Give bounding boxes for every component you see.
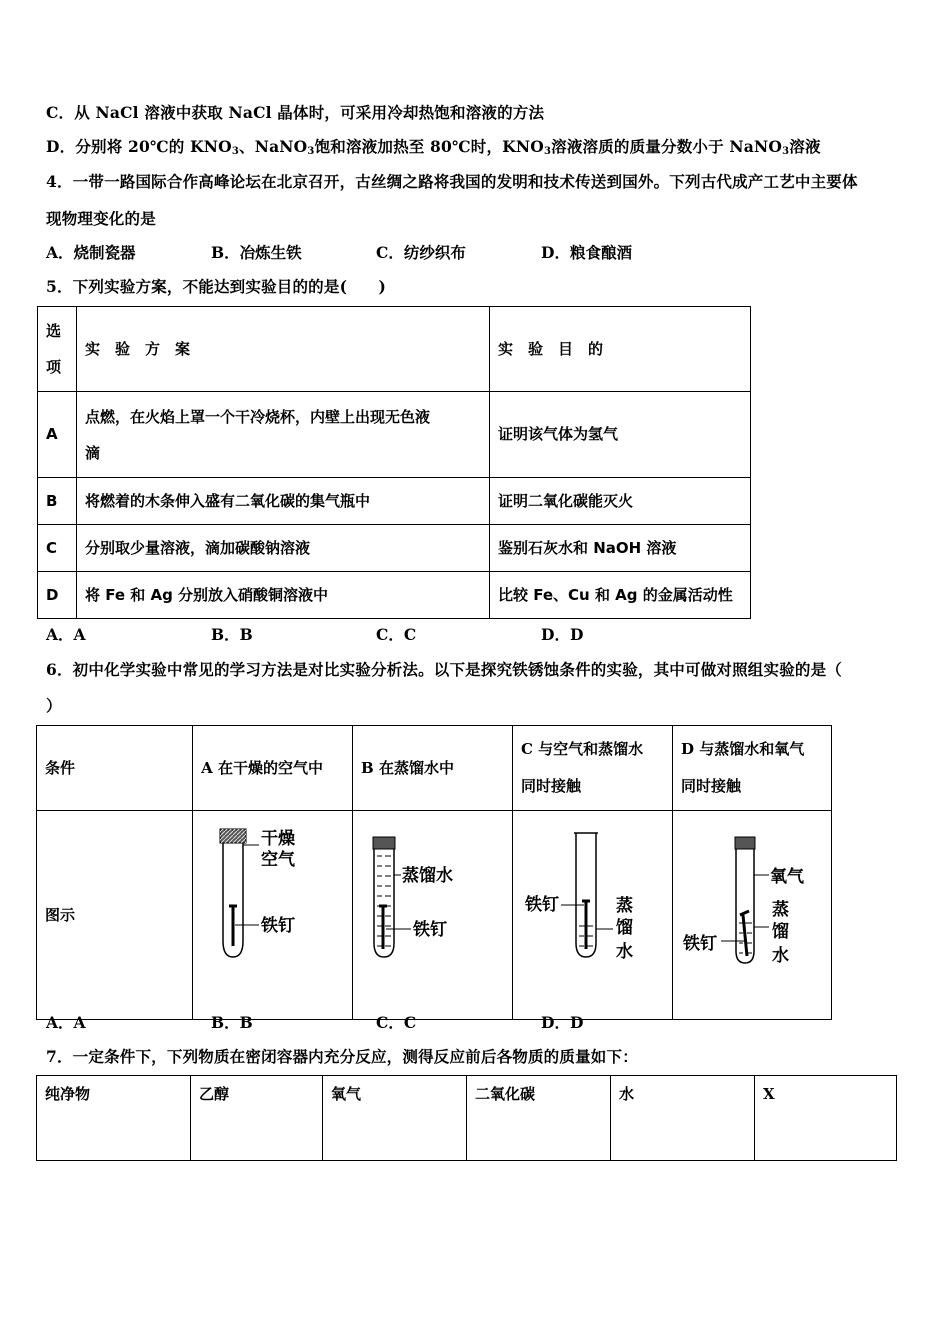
header-x: X xyxy=(755,1076,897,1161)
header-ethanol: 乙醇 xyxy=(191,1076,323,1161)
row-plan: 分别取少量溶液，滴加碳酸钠溶液 xyxy=(77,525,490,572)
fig-d-label-5: 铁钉 xyxy=(683,934,717,954)
q6-option-a[interactable]: A．A xyxy=(46,1013,86,1032)
test-tube-a-figure xyxy=(193,811,351,1005)
table-row xyxy=(38,572,751,619)
row-purpose: 证明二氧化碳能灭火 xyxy=(490,478,751,525)
table-row xyxy=(38,478,751,525)
q4-option-c[interactable]: C．纺纱织布 xyxy=(376,243,466,262)
fig-d-label-3: 馏 xyxy=(772,922,789,942)
header-purpose: 实 验 目 的 xyxy=(490,307,751,392)
header-oxygen: 氧气 xyxy=(323,1076,467,1161)
fig-c-label-4: 水 xyxy=(616,942,634,962)
header-condition: 条件 xyxy=(37,726,193,811)
q6-stem-line2: ） xyxy=(46,696,62,715)
prev-option-c: C．从 NaCl 溶液中获取 NaCl 晶体时，可采用冷却热饱和溶液的方法 xyxy=(46,103,545,122)
q6-option-b[interactable]: B．B xyxy=(211,1013,253,1032)
figure-b-cell xyxy=(353,811,513,1020)
q4-stem-line2: 现物理变化的是 xyxy=(46,209,156,228)
table-header-row xyxy=(37,1076,897,1161)
figure-a-cell xyxy=(193,811,353,1020)
figure-c-cell xyxy=(513,811,673,1020)
fig-a-label-2: 空气 xyxy=(261,850,296,870)
header-a: A 在干燥的空气中 xyxy=(193,726,353,811)
row-plan: 将燃着的木条伸入盛有二氧化碳的集气瓶中 xyxy=(77,478,490,525)
q7-table xyxy=(36,1075,897,1161)
row-option: B xyxy=(38,478,77,525)
table-header-row xyxy=(38,307,751,392)
q5-table xyxy=(37,306,751,619)
fig-b-label-2: 铁钉 xyxy=(413,920,448,940)
fig-b-label-1: 蒸馏水 xyxy=(402,866,454,886)
q6-stem-line1: 6．初中化学实验中常见的学习方法是对比实验分析法。以下是探究铁锈蚀条件的实验，其中可做对照组实验的是（ xyxy=(46,660,842,679)
row-option: A xyxy=(38,392,77,478)
q5-option-a[interactable]: A．A xyxy=(46,625,86,644)
header-co2: 二氧化碳 xyxy=(467,1076,611,1161)
row-purpose: 比较 Fe、Cu 和 Ag 的金属活动性 xyxy=(490,572,751,619)
q7-stem: 7．一定条件下，下列物质在密闭容器内充分反应，测得反应前后各物质的质量如下： xyxy=(46,1047,638,1066)
test-tube-d-figure xyxy=(673,811,831,1005)
fig-c-label-3: 馏 xyxy=(616,918,634,938)
figure-d-cell xyxy=(673,811,832,1020)
fig-c-label-1: 铁钉 xyxy=(525,895,560,915)
header-water: 水 xyxy=(611,1076,755,1161)
fig-d-label-2: 蒸 xyxy=(772,900,789,920)
row-plan: 点燃，在火焰上罩一个干冷烧杯，内壁上出现无色液 滴 xyxy=(77,392,490,478)
table-row xyxy=(38,392,751,478)
fig-d-label-4: 水 xyxy=(772,946,789,966)
q6-option-d[interactable]: D．D xyxy=(541,1013,584,1032)
row-option: D xyxy=(38,572,77,619)
q5-option-b[interactable]: B．B xyxy=(211,625,253,644)
fig-c-label-2: 蒸 xyxy=(616,896,634,916)
row-purpose: 证明该气体为氢气 xyxy=(490,392,751,478)
fig-a-label-1: 干燥 xyxy=(261,829,296,849)
row-label: 图示 xyxy=(37,811,193,1020)
prev-option-d: D．分别将 20℃的 $KNO_3$、NaNO$_3$饱和溶液加热至 80℃时，$KNO_3$溶液溶质的质量分数小于 NaNO$_3$溶液 xyxy=(46,137,821,157)
header-d: D 与蒸馏水和氧气 同时接触 xyxy=(673,726,832,811)
q4-option-a[interactable]: A．烧制瓷器 xyxy=(46,243,136,262)
table-row xyxy=(38,525,751,572)
row-purpose: 鉴别石灰水和 NaOH 溶液 xyxy=(490,525,751,572)
q5-option-c[interactable]: C．C xyxy=(376,625,417,644)
q6-table xyxy=(36,725,832,1020)
table-row xyxy=(37,811,832,1020)
q5-option-d[interactable]: D．D xyxy=(541,625,584,644)
header-substance: 纯净物 xyxy=(37,1076,191,1161)
fig-a-label-3: 铁钉 xyxy=(261,916,296,936)
header-b: B 在蒸馏水中 xyxy=(353,726,513,811)
header-option: 选 项 xyxy=(38,307,77,392)
q4-stem-line1: 4．一带一路国际合作高峰论坛在北京召开，古丝绸之路将我国的发明和技术传送到国外。下列古代成产工艺中主要体 xyxy=(46,172,858,191)
fig-d-label-1: 氧气 xyxy=(770,867,804,887)
q5-stem: 5．下列实验方案，不能达到实验目的的是( ) xyxy=(46,277,387,296)
row-option: C xyxy=(38,525,77,572)
row-plan: 将 Fe 和 Ag 分别放入硝酸铜溶液中 xyxy=(77,572,490,619)
q6-option-c[interactable]: C．C xyxy=(376,1013,417,1032)
table-header-row xyxy=(37,726,832,811)
q4-option-d[interactable]: D．粮食酿酒 xyxy=(541,243,632,262)
test-tube-c-figure xyxy=(513,811,671,1005)
test-tube-b-figure xyxy=(353,811,511,1005)
header-c: C 与空气和蒸馏水 同时接触 xyxy=(513,726,673,811)
q4-option-b[interactable]: B．冶炼生铁 xyxy=(211,243,302,262)
header-plan: 实 验 方 案 xyxy=(77,307,490,392)
